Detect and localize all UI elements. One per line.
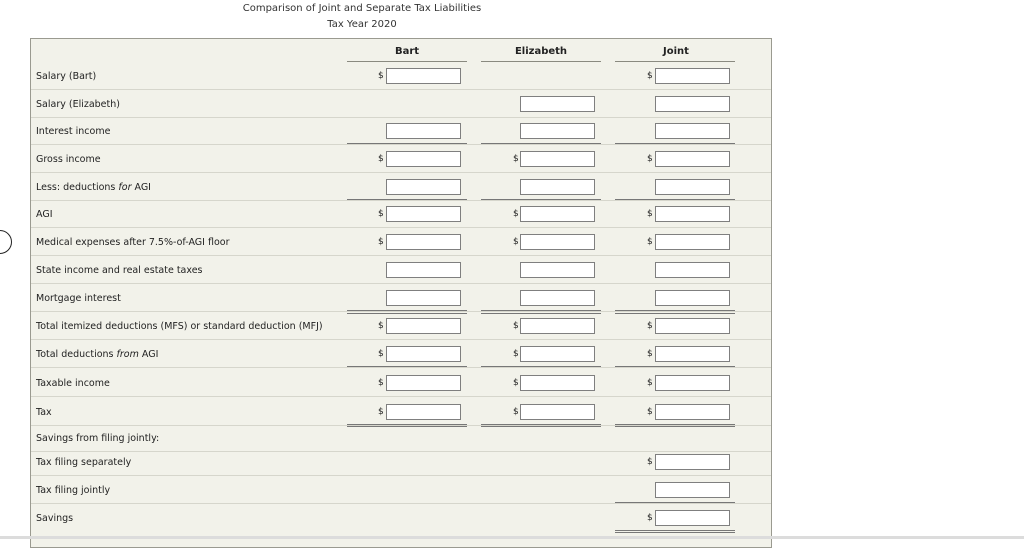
input-taxable-income-elizabeth[interactable] — [520, 375, 595, 391]
total-rule — [347, 366, 467, 367]
currency-symbol: $ — [378, 237, 384, 247]
row-label-state-income-taxes: State income and real estate taxes — [36, 265, 203, 276]
total-rule — [347, 199, 467, 200]
input-tax-bart[interactable] — [386, 404, 461, 420]
input-total-itemized-joint[interactable] — [655, 318, 730, 334]
currency-symbol: $ — [647, 457, 653, 467]
row-label-emphasis: from — [116, 349, 139, 360]
row-divider — [31, 255, 771, 256]
total-rule — [615, 199, 735, 200]
row-label-interest-income: Interest income — [36, 126, 111, 137]
input-salary-elizabeth-joint[interactable] — [655, 96, 730, 112]
input-gross-income-elizabeth[interactable] — [520, 151, 595, 167]
row-label-tax-filing-jointly: Tax filing jointly — [36, 485, 111, 496]
row-label-savings: Savings — [36, 513, 74, 524]
total-rule — [481, 313, 601, 314]
input-tax-filing-separately-joint[interactable] — [655, 454, 730, 470]
input-salary-elizabeth-elizabeth[interactable] — [520, 96, 595, 112]
row-label-part: Less: deductions — [36, 182, 119, 193]
input-total-itemized-bart[interactable] — [386, 318, 461, 334]
currency-symbol: $ — [513, 407, 519, 417]
page-subtitle: Tax Year 2020 — [327, 19, 397, 30]
row-label-part: AGI — [138, 349, 159, 360]
column-header-joint: Joint — [663, 46, 689, 57]
total-rule — [615, 502, 735, 503]
input-state-income-taxes-bart[interactable] — [386, 262, 461, 278]
total-rule — [347, 310, 467, 311]
input-deductions-for-agi-elizabeth[interactable] — [520, 179, 595, 195]
currency-symbol: $ — [378, 154, 384, 164]
row-label-medical-expenses: Medical expenses after 7.5%-of-AGI floor — [36, 237, 230, 248]
row-label-salary-bart: Salary (Bart) — [36, 71, 97, 82]
row-label-emphasis: for — [118, 182, 132, 193]
total-rule — [481, 143, 601, 144]
currency-symbol: $ — [513, 378, 519, 388]
total-rule — [615, 310, 735, 311]
row-label-tax: Tax — [36, 407, 52, 418]
input-agi-joint[interactable] — [655, 206, 730, 222]
currency-symbol: $ — [513, 154, 519, 164]
row-label-mortgage-interest: Mortgage interest — [36, 293, 121, 304]
input-interest-income-joint[interactable] — [655, 123, 730, 139]
currency-symbol: $ — [647, 321, 653, 331]
row-label-deductions-for-agi — [36, 182, 151, 193]
row-label-savings-heading: Savings from filing jointly: — [36, 433, 160, 444]
double-total-rule — [615, 530, 735, 533]
input-mortgage-interest-joint[interactable] — [655, 290, 730, 306]
input-agi-bart[interactable] — [386, 206, 461, 222]
input-mortgage-interest-bart[interactable] — [386, 290, 461, 306]
input-state-income-taxes-elizabeth[interactable] — [520, 262, 595, 278]
input-tax-joint[interactable] — [655, 404, 730, 420]
side-circle-control[interactable] — [0, 230, 12, 254]
row-label-gross-income: Gross income — [36, 154, 101, 165]
row-label-agi: AGI — [36, 209, 53, 220]
total-rule — [615, 143, 735, 144]
currency-symbol: $ — [647, 407, 653, 417]
input-interest-income-elizabeth[interactable] — [520, 123, 595, 139]
column-header-elizabeth: Elizabeth — [514, 46, 568, 57]
row-divider — [31, 396, 771, 397]
currency-symbol: $ — [647, 71, 653, 81]
row-label-tax-filing-separately: Tax filing separately — [36, 457, 132, 468]
row-label-part: AGI — [131, 182, 151, 193]
row-divider — [31, 339, 771, 340]
input-total-deductions-from-agi-elizabeth[interactable] — [520, 346, 595, 362]
row-divider — [31, 117, 771, 118]
row-divider — [31, 503, 771, 504]
row-divider — [31, 451, 771, 452]
row-divider — [31, 283, 771, 284]
input-tax-filing-jointly-joint[interactable] — [655, 482, 730, 498]
row-divider — [31, 227, 771, 228]
input-total-deductions-from-agi-bart[interactable] — [386, 346, 461, 362]
total-rule — [615, 366, 735, 367]
input-interest-income-bart[interactable] — [386, 123, 461, 139]
input-agi-elizabeth[interactable] — [520, 206, 595, 222]
row-divider — [31, 311, 771, 312]
currency-symbol: $ — [378, 71, 384, 81]
input-savings-joint[interactable] — [655, 510, 730, 526]
currency-symbol: $ — [513, 237, 519, 247]
total-rule — [481, 199, 601, 200]
double-total-rule — [481, 424, 601, 427]
input-taxable-income-bart[interactable] — [386, 375, 461, 391]
currency-symbol: $ — [647, 209, 653, 219]
row-divider — [31, 89, 771, 90]
double-total-rule — [347, 424, 467, 427]
currency-symbol: $ — [378, 407, 384, 417]
currency-symbol: $ — [647, 349, 653, 359]
row-divider — [31, 144, 771, 145]
input-medical-expenses-bart[interactable] — [386, 234, 461, 250]
input-total-deductions-from-agi-joint[interactable] — [655, 346, 730, 362]
input-salary-bart-bart[interactable] — [386, 68, 461, 84]
column-header-rule — [347, 61, 467, 62]
currency-symbol: $ — [647, 378, 653, 388]
input-state-income-taxes-joint[interactable] — [655, 262, 730, 278]
currency-symbol: $ — [378, 209, 384, 219]
input-medical-expenses-joint[interactable] — [655, 234, 730, 250]
column-header-rule — [615, 61, 735, 62]
total-rule — [347, 143, 467, 144]
currency-symbol: $ — [513, 349, 519, 359]
currency-symbol: $ — [513, 209, 519, 219]
currency-symbol: $ — [513, 321, 519, 331]
input-salary-bart-joint[interactable] — [655, 68, 730, 84]
row-label-taxable-income: Taxable income — [36, 378, 110, 389]
row-divider — [31, 172, 771, 173]
row-label-salary-elizabeth: Salary (Elizabeth) — [36, 99, 120, 110]
currency-symbol: $ — [647, 154, 653, 164]
page-title: Comparison of Joint and Separate Tax Liabilities — [242, 3, 482, 14]
total-rule — [615, 313, 735, 314]
input-deductions-for-agi-joint[interactable] — [655, 179, 730, 195]
row-divider — [31, 475, 771, 476]
input-deductions-for-agi-bart[interactable] — [386, 179, 461, 195]
input-total-itemized-elizabeth[interactable] — [520, 318, 595, 334]
row-label-total-deductions-from-agi — [36, 349, 158, 360]
input-tax-elizabeth[interactable] — [520, 404, 595, 420]
input-gross-income-bart[interactable] — [386, 151, 461, 167]
currency-symbol: $ — [647, 237, 653, 247]
total-rule — [481, 310, 601, 311]
input-medical-expenses-elizabeth[interactable] — [520, 234, 595, 250]
column-header-rule — [481, 61, 601, 62]
input-taxable-income-joint[interactable] — [655, 375, 730, 391]
total-rule — [347, 313, 467, 314]
total-rule — [481, 366, 601, 367]
currency-symbol: $ — [378, 349, 384, 359]
row-divider — [31, 367, 771, 368]
double-total-rule — [615, 424, 735, 427]
input-mortgage-interest-elizabeth[interactable] — [520, 290, 595, 306]
currency-symbol: $ — [647, 513, 653, 523]
column-header-bart: Bart — [394, 46, 420, 57]
currency-symbol: $ — [378, 321, 384, 331]
input-gross-income-joint[interactable] — [655, 151, 730, 167]
row-divider — [31, 200, 771, 201]
currency-symbol: $ — [378, 378, 384, 388]
row-label-part: Total deductions — [36, 349, 117, 360]
row-label-total-itemized: Total itemized deductions (MFS) or standard deduction (MFJ) — [36, 321, 323, 332]
